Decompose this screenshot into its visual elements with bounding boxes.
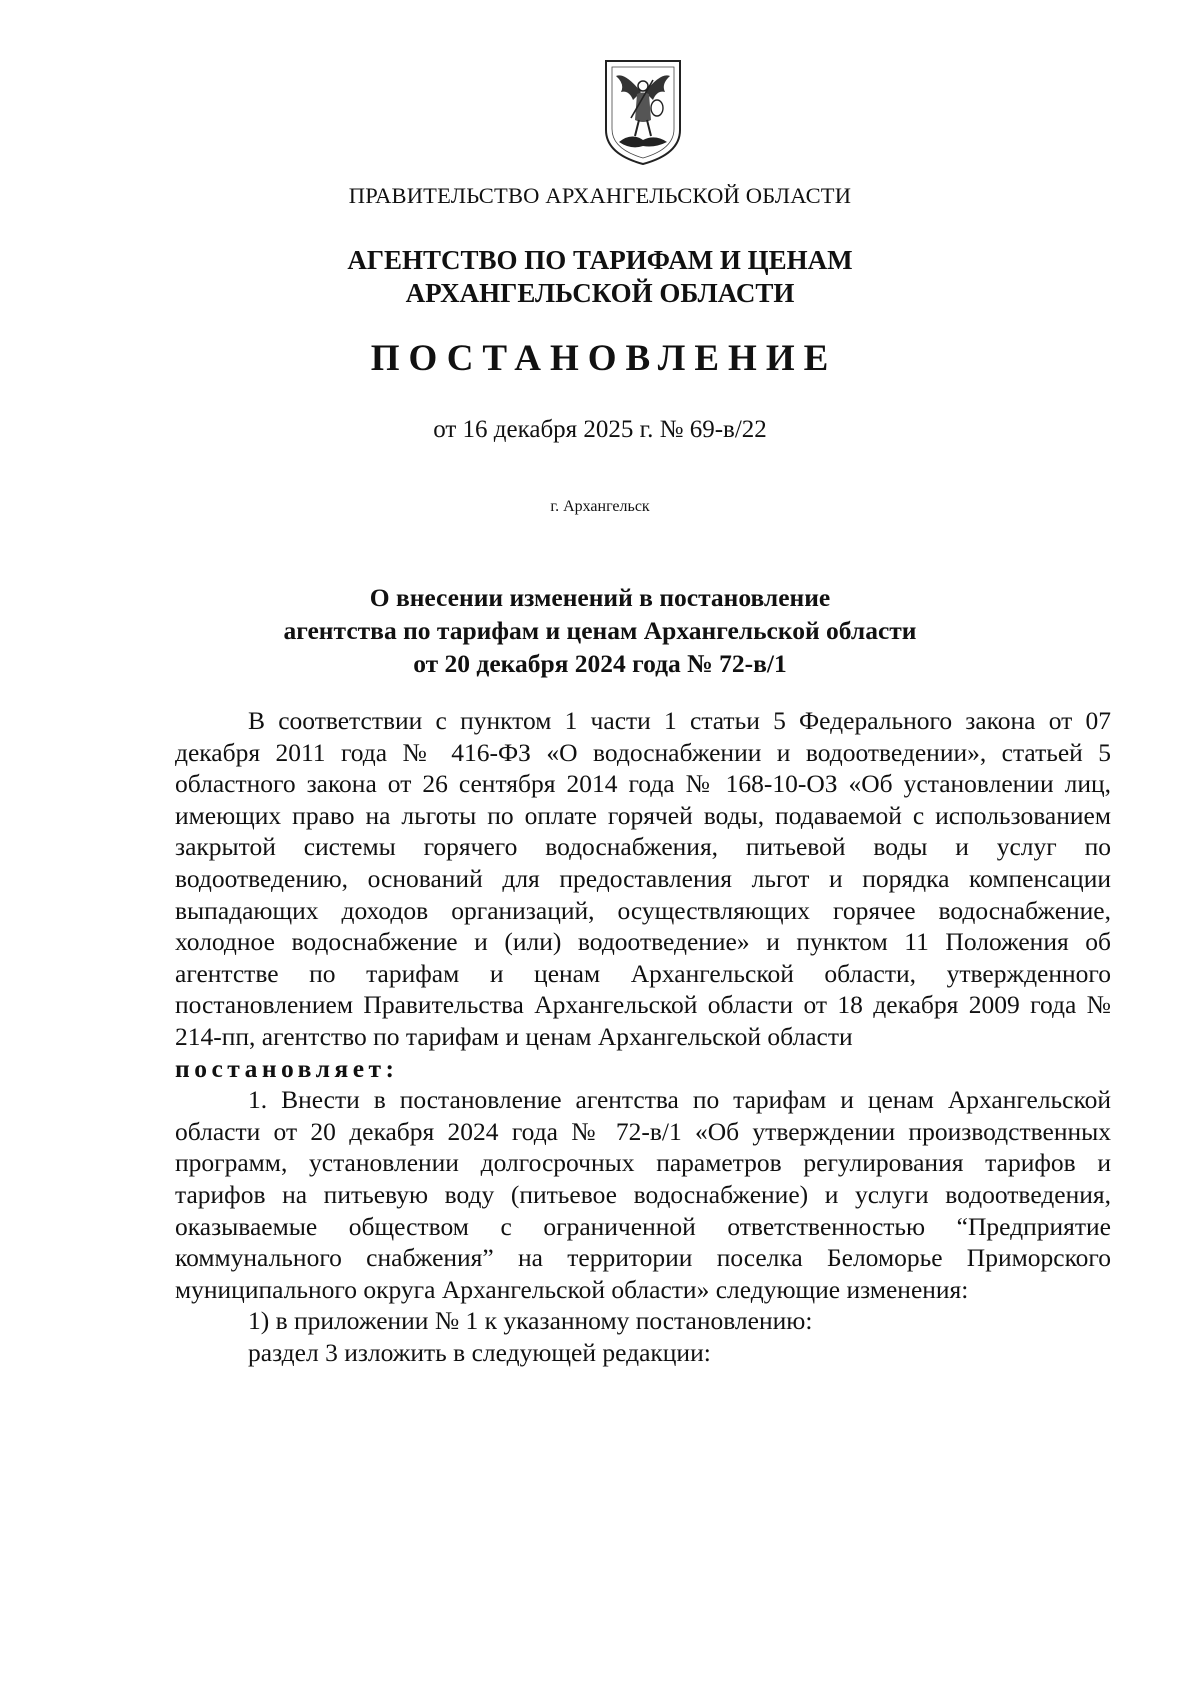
document-city: г. Архангельск [550,498,650,515]
subitem-1: 1) в приложении № 1 к указанному постановлению: [248,1306,813,1336]
title-line3: от 20 декабря 2024 года № 72-в/1 [413,649,787,678]
document-body [175,705,1111,1368]
agency-name-line2: АРХАНГЕЛЬСКОЙ ОБЛАСТИ [405,278,795,308]
coat-of-arms-icon [603,58,683,166]
preamble-paragraph: В соответствии с пунктом 1 части 1 статьи 5 Федерального закона от 07 декабря 2011 года № 416-ФЗ «О водоснабжении и водоотведении», статьей 5 областного закона от 26 сентября 2014 года № 168-10-ОЗ «Об установлении лиц, имеющих право на льготы по оплате горячей воды, подаваемой с использованием закрытой системы горячего водоснабжения, питьевой воды и услуг по водоотведению, оснований для предоставления льгот и порядка компенсации выпадающих доходов организаций, осуществляющих горячее водоснабжение, холодное водоснабжение и (или) водоотведение» и пунктом 11 Положения об агентстве по тарифам и ценам Архангельской области, утвержденного постановлением Правительства Архангельской области от 18 декабря 2009 года № 214-пп, агентство по тарифам и ценам Архангельской области [175,706,1111,1051]
government-name: ПРАВИТЕЛЬСТВО АРХАНГЕЛЬСКОЙ ОБЛАСТИ [348,183,852,208]
document-date-number: от 16 декабря 2025 г. № 69-в/22 [433,416,767,443]
agency-name [0,244,1200,310]
document-title [0,581,1200,680]
agency-name-line1: АГЕНТСТВО ПО ТАРИФАМ И ЦЕНАМ [347,245,853,275]
title-line2: агентства по тарифам и ценам Архангельской области [283,616,917,645]
document-type: ПОСТАНОВЛЕНИЕ [370,338,838,379]
decree-word: постановляет: [175,1053,399,1083]
subitem-section-3: раздел 3 изложить в следующей редакции: [248,1337,711,1367]
title-line1: О внесении изменений в постановление [369,583,831,612]
item-1-paragraph: 1. Внести в постановление агентства по тарифам и ценам Архангельской области от 20 декабря 2024 года № 72-в/1 «Об утверждении производственных программ, установлении долгосрочных параметров регулирования тарифов и тарифов на питьевую воду (питьевое водоснабжение) и услуги водоотведения, оказываемые обществом с ограниченной ответственностью “Предприятие коммунального снабжения” на территории поселка Беломорье Приморского муниципального округа Архангельской области» следующие изменения: [175,1085,1111,1304]
